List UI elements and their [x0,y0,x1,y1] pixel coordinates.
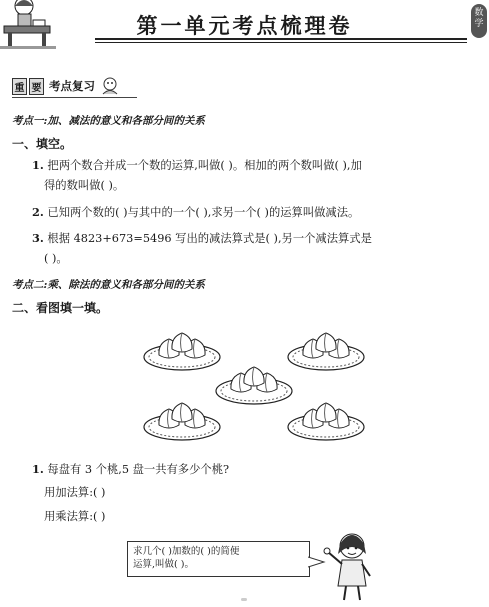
q2-line [32,205,359,220]
section-tag-2: 要 [29,78,44,95]
page-title: 第一单元考点梳理卷 [136,14,353,38]
part1-heading: 一、填空。 [12,137,73,151]
peach-plates-illustration [140,320,370,445]
section-underline [12,97,137,98]
header-rule [95,38,467,40]
peach-icon [172,333,192,352]
q1-line1 [32,158,362,173]
hint-line1: 求几个( )加数的( )的简便 [133,546,240,557]
peach-icon [316,403,336,422]
header-rule-thin [95,42,467,43]
q1-line2: 得的数叫做( )。 [44,179,125,192]
part2-heading: 二、看图填一填。 [12,301,109,315]
peach-icon [172,403,192,422]
section-title: 考点复习 [49,79,95,93]
hint-bubble [127,541,310,577]
kp1-title: 考点一:加、减法的意义和各部分间的关系 [12,115,205,127]
peach-plate [288,333,364,370]
q2-number: 2. [32,205,44,219]
p2-q1-line [32,462,229,477]
peach-icon [316,333,336,352]
multiplication-line: 用乘法算:( ) [44,510,106,523]
q1-number: 1. [32,158,44,172]
peach-plate [144,333,220,370]
q3-text: 根据 4823+673=5496 写出的减法算式是( ),另一个减法算式是 [47,232,372,245]
peach-icon [244,367,264,386]
peach-plate [288,403,364,440]
hint-line2: 运算,叫做( )。 [133,559,194,570]
peach-plate [144,403,220,440]
q1-text: 把两个数合并成一个数的运算,叫做( )。相加的两个数叫做( ),加 [47,159,362,172]
p2-q1-text: 每盘有 3 个桃,5 盘一共有多少个桃? [47,463,230,476]
p2-q1-number: 1. [32,462,44,476]
subject-badge: 数学 [471,4,487,38]
section-tag-1: 重 [12,78,27,95]
page-dot [241,598,247,601]
peach-plate [216,367,292,404]
q2-text: 已知两个数的( )与其中的一个( ),求另一个( )的运算叫做减法。 [47,206,360,219]
q3-line1 [32,231,372,246]
addition-line: 用加法算:( ) [44,486,106,499]
q3-number: 3. [32,231,44,245]
mascot-icon [99,77,121,95]
kp2-title: 考点二:乘、除法的意义和各部分间的关系 [12,279,205,291]
girl-illustration [322,530,378,602]
q3-line2: ( )。 [44,252,68,265]
section-label [12,77,121,95]
